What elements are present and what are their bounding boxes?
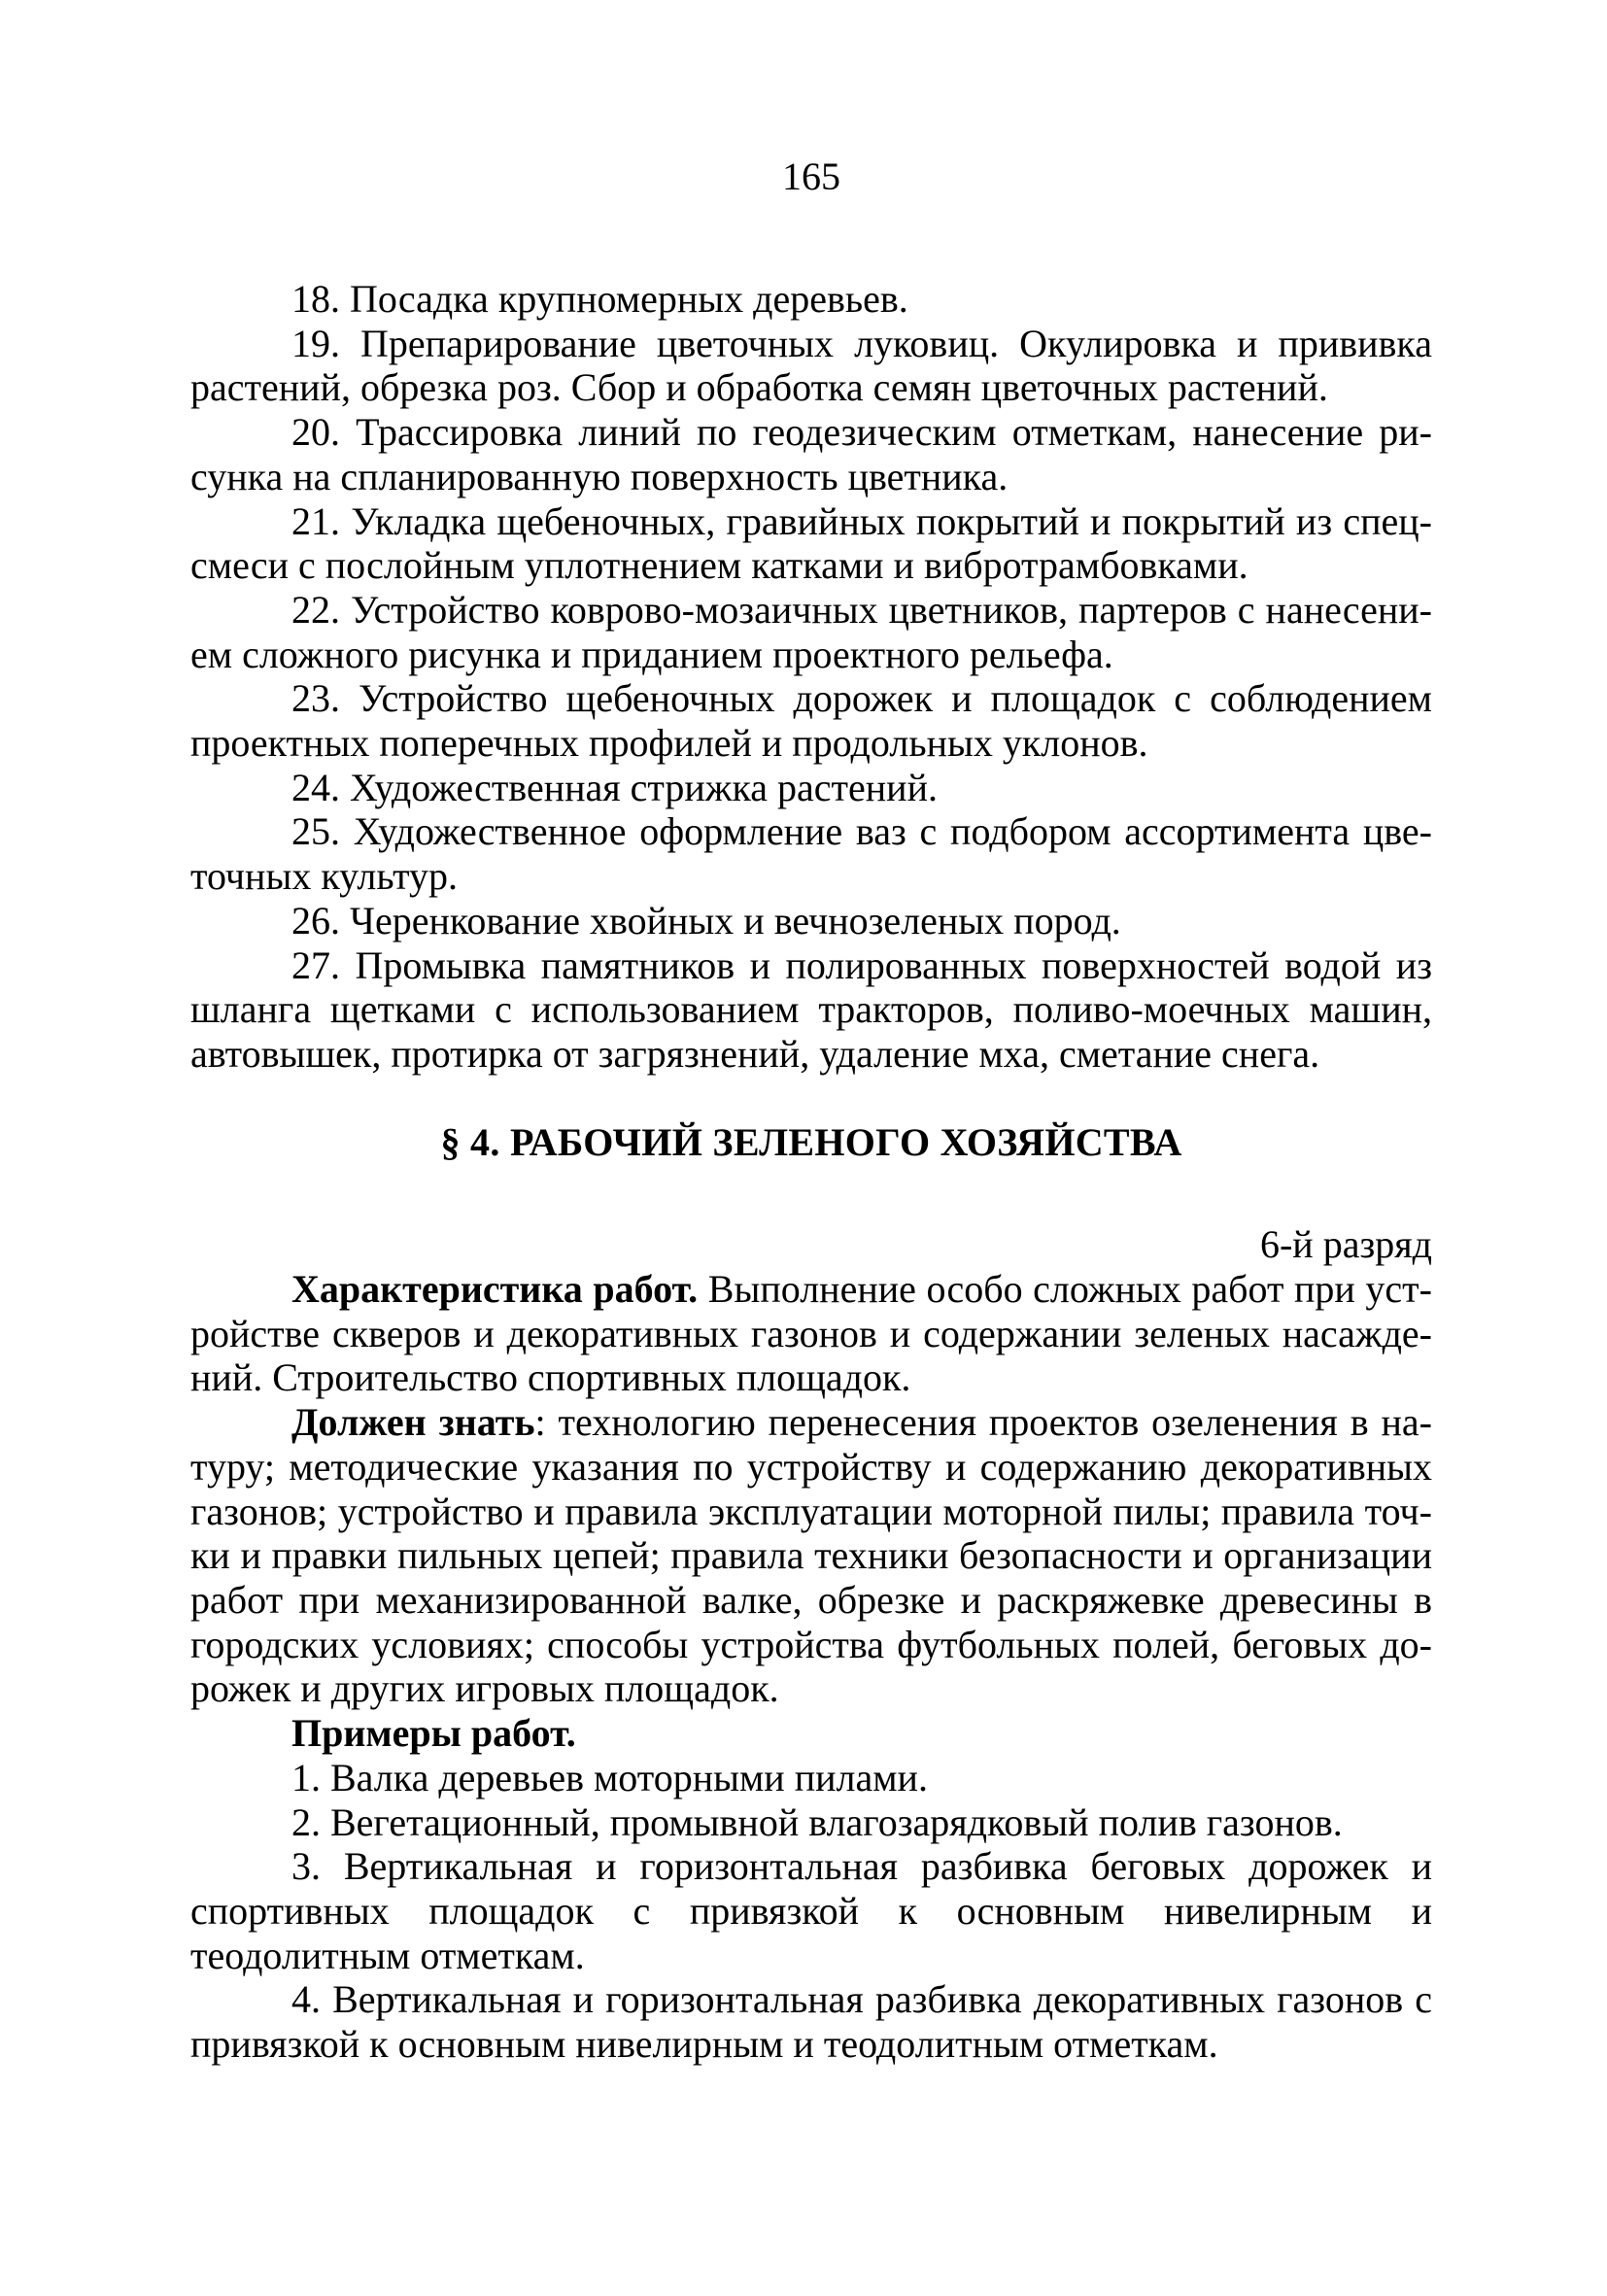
- must-know-label: Должен знать: [291, 1400, 535, 1445]
- list-item: 2. Вегетационный, промывной влагозарядковый полив газонов.: [291, 1799, 1343, 1844]
- examples-heading: Примеры работ.: [291, 1711, 576, 1756]
- list-item: 23. Устройство щебеночных дорожек и площадок с соблюдением проектных поперечных профилей и продольных уклонов.: [190, 676, 1432, 766]
- examples-list: [190, 1756, 1432, 2067]
- document-page: [190, 155, 1432, 2067]
- list-item: 4. Вертикальная и горизонтальная разбивка декоративных газонов с привязкой к основным нивелирным и теодолитным отметкам.: [190, 1977, 1432, 2067]
- characteristics-paragraph: [190, 1267, 1432, 1400]
- characteristics-label: Характеристика работ.: [291, 1267, 699, 1312]
- list-item: 24. Художественная стрижка растений.: [291, 765, 938, 809]
- list-item: 25. Художественное оформление ваз с подбором ассортимента цветочных культур.: [190, 809, 1432, 899]
- page-number: 165: [782, 154, 840, 198]
- list-item: 1. Валка деревьев моторными пилами.: [291, 1755, 928, 1799]
- list-item: 18. Посадка крупномерных деревьев.: [291, 277, 908, 321]
- list-item: 22. Устройство ковровo-мозаичных цветников, партеров с нанесением сложного рисунка и приданием проектного рельефа.: [190, 587, 1432, 676]
- grade-label: 6-й разряд: [1259, 1222, 1432, 1267]
- characteristics-text: Выполнение особо сложных работ при устройстве скверов и декоративных газонов и содержании зеленых насаждений. Строительство спортивных площадок.: [190, 1267, 1432, 1400]
- must-know-text: : технологию перенесения проектов озеленения в натуру; методические указания по устройству и содержанию декоративных газонов; устройство и правила эксплуатации моторной пилы; правила точки и правки пильных цепей; правила техники безопасности и организации работ при механизированной валке, обрезке и раскряжевке древесины в городских условиях; способы устройства футбольных полей, беговых дорожек и других игровых площадок.: [190, 1400, 1432, 1711]
- list-item: 19. Препарирование цветочных луковиц. Окулировка и прививка растений, обрезка роз. Сбор и обработка семян цветочных растений.: [190, 321, 1432, 410]
- section-title: § 4. РАБОЧИЙ ЗЕЛЕНОГО ХОЗЯЙСТВА: [440, 1119, 1182, 1164]
- list-item: 26. Черенкование хвойных и вечнозеленых пород.: [291, 898, 1121, 942]
- list-item: 21. Укладка щебеночных, гравийных покрытий и покрытий из спецсмеси с послойным уплотнением катками и вибротрамбовками.: [190, 498, 1432, 588]
- list-item: 27. Промывка памятников и полированных поверхностей водой из шланга щетками с использованием тракторов, поливо-моечных машин, автовышек, протирка от загрязнений, удаление мха, сметание снега.: [190, 942, 1432, 1076]
- must-know-paragraph: [190, 1400, 1432, 1711]
- work-items-list: [190, 277, 1432, 1077]
- list-item: 20. Трассировка линий по геодезическим отметкам, нанесение рисунка на спланированную поверхность цветника.: [190, 410, 1432, 498]
- list-item: 3. Вертикальная и горизонтальная разбивка беговых дорожек и спортивных площадок с привязкой к основным нивелирным и теодолитным отметкам.: [190, 1844, 1432, 1977]
